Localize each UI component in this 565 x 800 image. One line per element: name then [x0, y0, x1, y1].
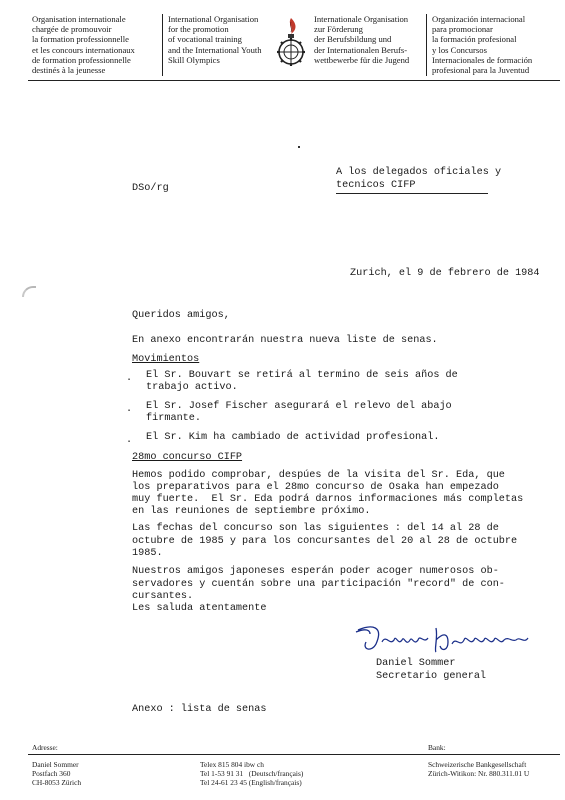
organisation-logo	[276, 16, 306, 72]
footer-address: Daniel Sommer Postfach 360 CH-8053 Zürich	[32, 760, 82, 787]
letterhead-french: Organisation internationale chargée de promouvoir la formation professionnelle et les concours internationaux de formation professionnelle destinés à la jeunesse	[32, 14, 135, 76]
list-item: El Sr. Kim ha cambiado de actividad profesional.	[146, 432, 440, 443]
footer-bank: Schweizerische Bankgesellschaft Zürich-Witikon: Nr. 880.311.01 U	[428, 760, 530, 778]
reference-code: DSo/rg	[132, 183, 169, 194]
punch-hole	[22, 286, 36, 297]
list-item: El Sr. Josef Fischer asegurará el relevo del abajo	[146, 401, 452, 412]
footer-rule	[28, 754, 560, 755]
annex-note: Anexo : lista de senas	[132, 704, 267, 715]
paragraph-line: cursantes.	[132, 591, 194, 602]
list-item: trabajo activo.	[146, 382, 238, 393]
paragraph-line: servadores y cuentán sobre una participación "record" de con-	[132, 579, 505, 590]
paragraph-line: Nuestros amigos japoneses esperán poder acoger numerosos ob-	[132, 566, 499, 577]
signer-title: Secretario general	[376, 671, 487, 682]
letterhead-german: Internationale Organisation zur Förderung der Berufsbildung und der Internationalen Berufs- wettbewerbe für die Jugend	[314, 14, 410, 65]
paragraph-line: en las reuniones de septiembre próximo.	[132, 506, 371, 517]
salutation: Queridos amigos,	[132, 310, 230, 321]
recipient-line-2: tecnicos CIFP	[336, 180, 416, 191]
signer-name: Daniel Sommer	[376, 658, 456, 669]
dot-mark	[298, 146, 300, 148]
closing: Les saluda atentamente	[132, 603, 267, 614]
section-heading-concurso: 28mo concurso CIFP	[132, 452, 243, 463]
paragraph-line: Hemos podido comprobar, despúes de la visita del Sr. Eda, que	[132, 470, 505, 481]
bullet-marker: .	[126, 435, 133, 446]
footer-bank-label: Bank:	[428, 743, 446, 752]
footer-contact: Telex 815 804 ibw ch Tel 1-53 91 31 (Deutsch/français) Tel 24-61 23 45 (English/français)	[200, 760, 304, 787]
list-item: firmante.	[146, 413, 202, 424]
bullet-marker: .	[126, 404, 133, 415]
paragraph-line: muy fuerte. El Sr. Eda podrá darnos informaciones más completas	[132, 494, 524, 505]
letterhead-english: International Organisation for the promotion of vocational training and the International Youth Skill Olympics	[168, 14, 262, 65]
paragraph-line: octubre de 1985 y para los concursantes del 20 al 28 de octubre	[132, 536, 518, 547]
footer-address-label: Adresse:	[32, 743, 58, 752]
list-item: El Sr. Bouvart se retirá al termino de seis años de	[146, 370, 458, 381]
letterhead-divider	[426, 14, 427, 76]
letterhead-spanish: Organización internacional para promocionar la formación profesional y los Concursos Internacionales de formación profesional para la Juventud	[432, 14, 533, 76]
intro-text: En anexo encontrarán nuestra nueva liste de senas.	[132, 335, 438, 346]
recipient-rule	[336, 193, 488, 194]
section-heading-movimientos: Movimientos	[132, 354, 200, 365]
recipient-line-1: A los delegados oficiales y	[336, 167, 502, 178]
letterhead-rule	[28, 80, 560, 81]
paragraph-line: los preparativos para el 28mo concurso de Osaka han empezado	[132, 482, 499, 493]
bullet-marker: .	[126, 373, 133, 384]
handwritten-signature	[352, 620, 542, 658]
paragraph-line: 1985.	[132, 548, 163, 559]
letterhead-divider	[162, 14, 163, 76]
letter-date: Zurich, el 9 de febrero de 1984	[350, 268, 540, 279]
paragraph-line: Las fechas del concurso son las siguientes : del 14 al 28 de	[132, 523, 499, 534]
